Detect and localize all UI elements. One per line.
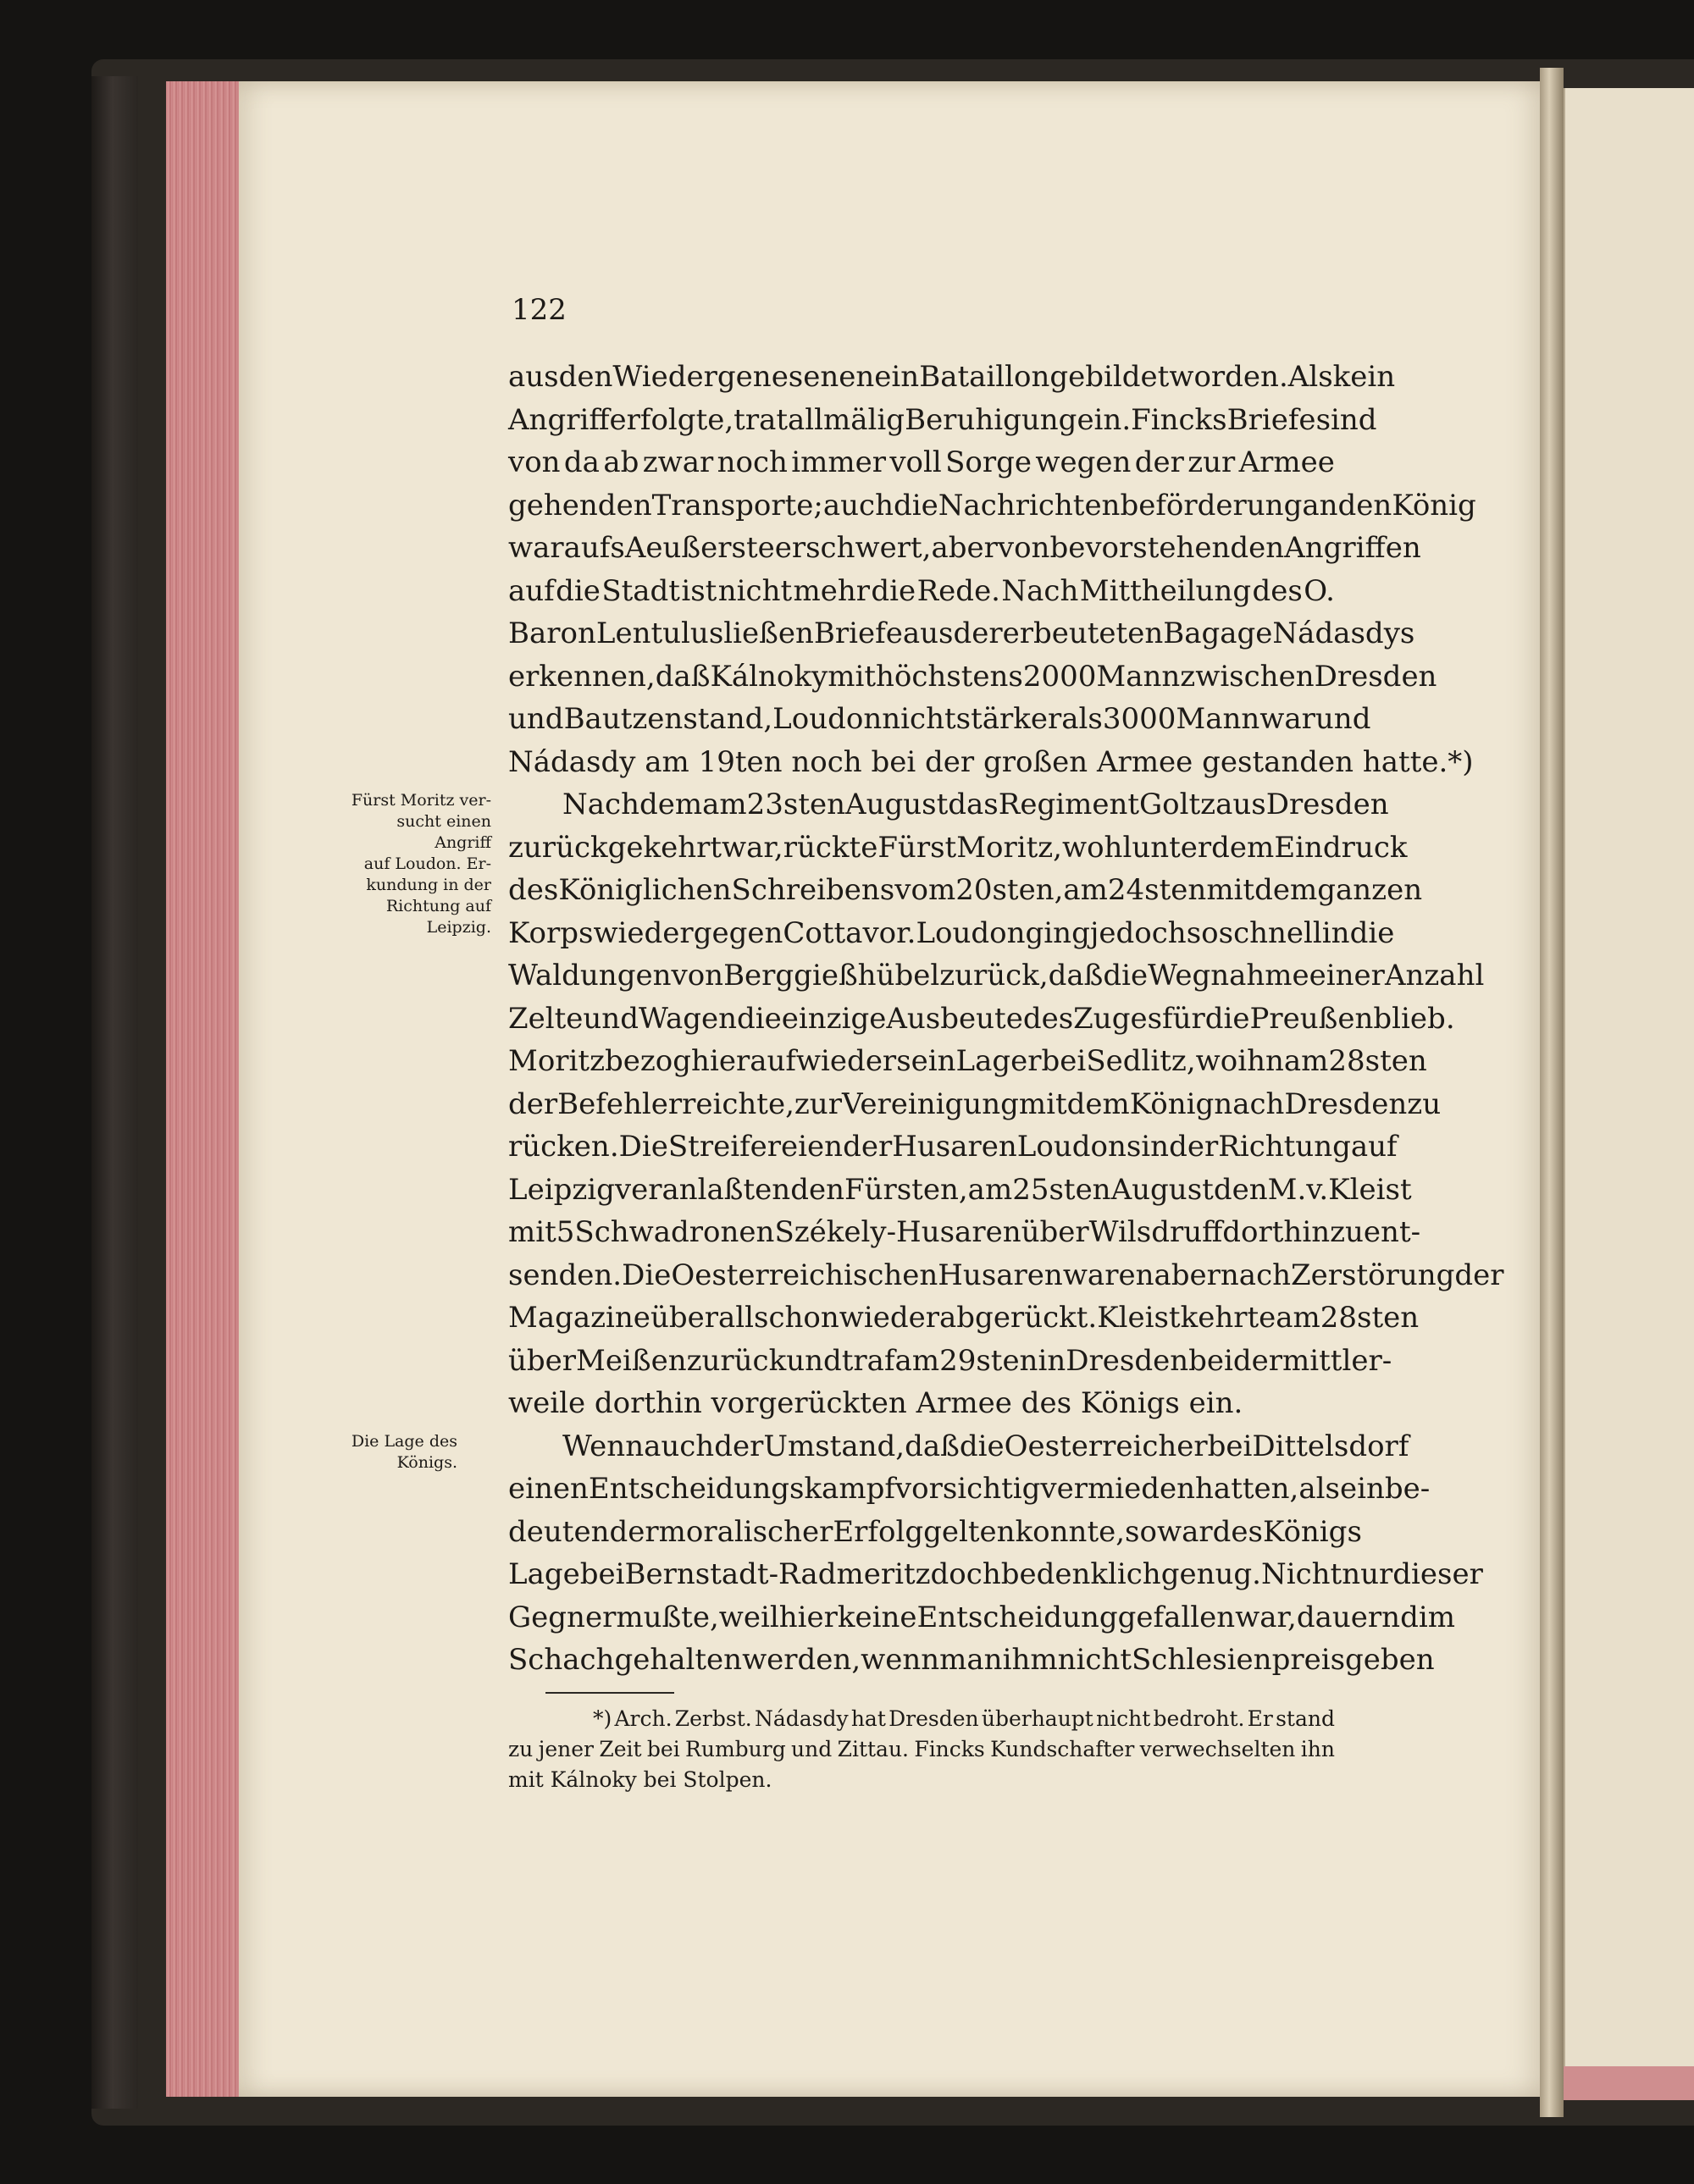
footnote-rule (545, 1692, 674, 1694)
page-edges (166, 81, 244, 2097)
footnote-line: mit Kálnoky bei Stolpen. (508, 1767, 772, 1792)
text-line: und Bautzen stand, Loudon nicht stärker als 3000 Mann war und (508, 702, 1371, 736)
text-line: einen Entscheidungskampf vorsichtig vermieden hatten, als ein be- (508, 1472, 1431, 1506)
text-line: auf die Stadt ist nicht mehr die Rede. Nach Mittheilung des O. (508, 573, 1335, 608)
text-line: über Meißen zurück und traf am 29sten in Dresden bei der mittler- (508, 1343, 1392, 1378)
text-line: deutender moralischer Erfolg gelten konnte, so war des Königs (508, 1514, 1362, 1549)
text-line: der Befehl erreichte, zur Vereinigung mit dem König nach Dresden zu (508, 1086, 1442, 1121)
text-line: des Königlichen Schreibens vom 20sten, am 24sten mit dem ganzen (508, 873, 1423, 907)
margin-note-line: Richtung auf (385, 897, 491, 915)
margin-note-line: Königs. (396, 1453, 457, 1472)
text-line: Magazine überall schon wieder abgerückt. Kleist kehrte am 28sten (508, 1301, 1420, 1335)
text-line: Nádasdy am 19ten noch bei der großen Armee gestanden hatte.*) (508, 744, 1474, 779)
text-line: Angriff erfolgte, trat allmälig Beruhigung ein. Fincks Briefe sind (508, 402, 1377, 437)
footnotes (508, 1704, 1335, 1795)
footnote-line: *) Arch. Zerbst. Nádasdy hat Dresden überhaupt nicht bedroht. Er stand (593, 1706, 1335, 1731)
margin-note-lage (313, 1431, 457, 1474)
text-line: war aufs Aeußerste erschwert, aber von bevorstehenden Angriffen (508, 531, 1421, 565)
text-line: weile dorthin vorgerückten Armee des Königs ein. (508, 1386, 1243, 1420)
text-line: Gegner mußte, weil hier keine Entscheidung gefallen war, dauernd im (508, 1600, 1455, 1634)
margin-note-line: Leipzig. (426, 918, 491, 937)
margin-note-line: Fürst Moritz ver- (351, 791, 491, 810)
text-line: zurückgekehrt war, rückte Fürst Moritz, wohl unter dem Eindruck (508, 830, 1408, 865)
text-line: Korps wieder gegen Cotta vor. Loudon ging jedoch so schnell in die (508, 915, 1395, 950)
page-number: 122 (512, 293, 567, 327)
facing-page (1564, 88, 1694, 2095)
text-line: Nachdem am 23sten August das Regiment Goltz aus Dresden (562, 788, 1389, 821)
margin-note-line: Die Lage des (351, 1432, 457, 1451)
text-line: rücken. Die Streifereien der Husaren Loudons in der Richtung auf (508, 1130, 1398, 1164)
text-line: aus den Wiedergenesenen ein Bataillon gebildet worden. Als kein (508, 360, 1396, 394)
margin-note-line: kundung in der (366, 876, 491, 894)
text-line: Baron Lentulus ließen Briefe aus der erbeuteten Bagage Nádasdys (508, 616, 1415, 650)
text-line: gehenden Transporte; auch die Nachrichtenbeförderung an den König (508, 488, 1476, 523)
text-line: Schach gehalten werden, wenn man ihm nicht Schlesien preisgeben (508, 1643, 1435, 1677)
margin-note-line: sucht einen Angriff (396, 812, 491, 852)
text-line: senden. Die Oesterreichischen Husaren waren aber nach Zerstörung der (508, 1258, 1504, 1292)
text-line: Zelte und Wagen die einzige Ausbeute des Zuges für die Preußen blieb. (508, 1001, 1455, 1036)
text-line: Waldungen von Berggießhübel zurück, daß die Wegnahme einer Anzahl (508, 959, 1485, 992)
margin-note-moritz (347, 790, 491, 938)
body-text (508, 356, 1504, 1682)
text-line: Leipzig veranlaßten den Fürsten, am 25sten August den M. v. Kleist (508, 1172, 1412, 1207)
page-gutter (1540, 68, 1564, 2117)
margin-note-line: auf Loudon. Er- (363, 854, 491, 873)
text-line: Lage bei Bernstadt-Radmeritz doch bedenklich genug. Nicht nur dieser (508, 1557, 1483, 1591)
footnote-line: zu jener Zeit bei Rumburg und Zittau. Fincks Kundschafter verwechselten ihn (508, 1737, 1335, 1761)
text-line: Moritz bezog hierauf wieder sein Lager bei Sedlitz, wo ihn am 28sten (508, 1044, 1427, 1078)
text-line: mit 5 Schwadronen Székely-Husaren über Wilsdruff dorthin zu ent- (508, 1215, 1421, 1249)
text-line: Wenn auch der Umstand, daß die Oesterreicher bei Dittelsdorf (562, 1429, 1409, 1463)
text-line: von da ab zwar noch immer voll Sorge wegen der zur Armee (508, 445, 1335, 479)
text-line: erkennen, daß Kálnoky mit höchstens 2000 Mann zwischen Dresden (508, 659, 1437, 694)
facing-page-edge (1564, 2066, 1694, 2100)
book-spine (91, 76, 138, 2109)
